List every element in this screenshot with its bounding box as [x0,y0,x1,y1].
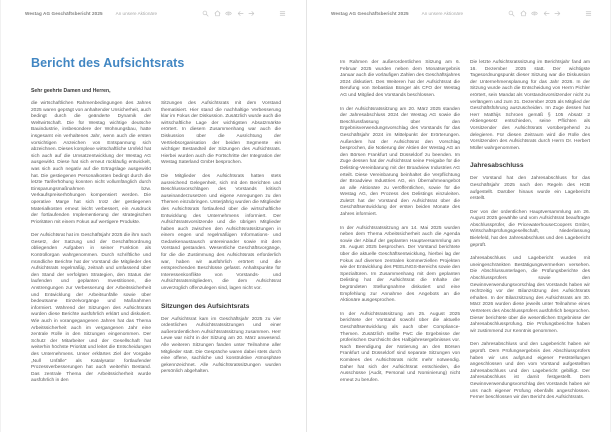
arrow-right-icon[interactable] [248,10,255,17]
paragraph: Jahresabschluss und Lagebericht wurden mit uneingeschränkten Bestätigungsvermerken versehen. Die Abschlussunterlagen, die Prüfungsberichte des Abschlussprüfers sowie den Gewinnverwendungsvorschlag des Vorstands haben wir rechtzeitig vor der Bilanzsitzung des Aufsichtsrats erhalten. In der Bilanzsitzung des Aufsichtsrats am 30. März 2026 wurden diese jeweils unter Teilnahme eines Vertreters des Abschlussprüfers ausführlich besprochen. Dieser berichtete über die wesentlichen Ergebnisse der Jahresabschlussprüfung. Die Prüfungsberichte haben wir zustimmend zur Kenntnis genommen. [470,256,590,334]
page-header [331,8,592,18]
arrow-right-icon[interactable] [554,10,561,17]
left-page-column-1 [31,88,151,392]
salutation: Sehr geehrte Damen und Herren, [31,88,111,94]
page-title: Bericht des Aufsichtsrats [31,56,185,70]
paragraph: Die Mitglieder des Aufsichtsrats hatten stets ausreichend Gelegenheit, sich mit den Berichten und Beschlussvorschlägen des Vorstands kritisch auseinanderzusetzen und eigene Anregungen zu den Themen einzubringen. Unterjährig wurden die Mitglieder des Aufsichtsrats fortlaufend über die wirtschaftliche Entwicklung des Unternehmens informiert. Der Aufsichtsratsvorsitzende und die übrigen Mitglieder haben auch zwischen den Aufsichtsratssitzungen in einem engen und regelmäßigen Informations- und Gedankenaustausch untereinander sowie mit dem Vorstand gestanden. Wesentliche Geschäftsvorgänge, für die die Zustimmung des Aufsichtsrats erforderlich war, haben wir ausführlich erörtert und die entsprechenden Beschlüsse gefasst. Anhaltspunkte für Interessenkonflikte von Vorstands- und Aufsichtsratsmitgliedern, die dem Aufsichtsrat unverzüglich offenzulegen sind, lagen nicht vor. [161,173,281,292]
paragraph: Der Aufsichtsrat hat im Geschäftsjahr 2025 die ihm nach Gesetz, der Satzung und der Geschäftsordnung obliegenden Aufgaben in seiner Funktion als Kontrollorgan wahrgenommen. Durch schriftliche und mündliche Berichte hat der Vorstand die Mitglieder des Aufsichtsrats regelmäßig, zeitnah und umfassend über den Stand der verfolgten Strategien, den Status der laufenden und geplanten Investitionen, die Anstrengungen zur Verbesserung der Arbeitssicherheit und Entwicklung der Arbeitsunfälle sowie über bedeutsame Einzelvorgänge und Maßnahmen informiert. Während der Sitzungen des Aufsichtsrats wurden diese Berichte ausführlich erklärt und diskutiert. Wie auch in vorangegangenen Jahren hat das Thema Arbeitssicherheit auch im vergangenen Jahr eine zentrale Rolle in den Sitzungen eingenommen. Der Schutz der Mitarbeiter und der Gesellschaft hat weiterhin höchste Priorität und leitet die Entscheidungen des Unternehmens. Unser erklärtes Ziel der Vorgabe „Null Unfälle“ als Katalysator fortlaufender Prozessverbesserungen hat auch weiterhin Bestand. Das zentrale Thema der Arbeitssicherheit wurde ausführlich in den [31,233,151,384]
right-page-column-1 [340,60,460,409]
home-icon[interactable] [520,10,527,17]
report-title: Westag AG Geschäftsbericht 2025 [25,10,103,16]
arrow-left-icon[interactable] [543,10,550,17]
eye-icon[interactable] [531,10,538,17]
arrow-left-icon[interactable] [237,10,244,17]
paragraph: Der Aufsichtsrat kam im Geschäftsjahr 2025 zu vier ordentlichen Aufsichtsratssitzungen und einer außerordentlichen Aufsichtsratssitzung zusammen. Herr Lewe war nicht in der Sitzung am 20. März anwesend. Alle weiteren Sitzungen fanden unter Teilnahme aller Mitglieder statt. Die Gespräche waren dabei stets durch eine offene, sachliche und konstruktive Atmosphäre gekennzeichnet. Alle Aufsichtsratssitzungen wurden persönlich abgehalten. [161,316,281,375]
page-right [307,0,611,432]
paragraph: die wirtschaftlichen Rahmenbedingungen des Jahres 2025 waren geprägt von anhaltender Unsicherheit, auch bedingt durch die geänderte Dynamik der Weltwirtschaft. Die für Westag wichtige deutsche Bauindustrie, insbesondere der Wohnungsbau, hatte insgesamt ein verhaltenes Jahr, wenn auch die ersten vorsichtigen Anzeichen von Entspannung sich abzeichnen. Dieses komplexe wirtschaftliche Umfeld hat sich auch auf die Umsatzentwicklung der Westag AG ausgewirkt. Diese hat sich erneut rückläufig entwickelt, was sich auch negativ auf die Ertragslage ausgewirkt hat. Die gestiegenen Personalkosten bedingt durch die letzte Tariferhöhung konnten nicht vollumfänglich durch Einsparungsmaßnahmen bzw. Verkaufspreiserhöhungen kompensiert werden. Die operative Marge hat sich trotz der gestiegenen Materialkosten erneut leicht verbessert, ein Ausdruck der fortlaufenden Implementierung der strategischen Prioritäten mit einem Fokus auf wertigere Produkte. [31,101,151,225]
right-page-column-2 [470,60,590,409]
left-page-column-2 [161,88,281,392]
search-icon[interactable] [508,10,515,17]
left-page-columns [31,88,281,392]
section-breadcrumb: An unsere Aktionäre [421,10,464,16]
section-heading-sitzungen: Sitzungen des Aufsichtsrats [161,302,250,310]
report-title: Westag AG Geschäftsbericht 2025 [331,10,409,16]
section-breadcrumb: An unsere Aktionäre [115,10,158,16]
page-header [25,8,286,18]
section-heading-jahresabschluss: Jahresabschluss [470,162,524,170]
eye-icon[interactable] [225,10,232,17]
paragraph: Im Rahmen der außerordentlichen Sitzung am 6. Februar 2025 wurden neben dem Monatsergebnis Januar auch die vorläufigen Zahlen des Geschäftsjahres 2024 diskutiert. Des Weiteren hat der Aufsichtsrat die Berufung von Sebastian Bünger als CFO der Westag AG und Mitglied des Vorstands beschlossen. [340,60,460,98]
paragraph: Den Jahresabschluss und den Lagebericht haben wir geprüft. Dem Prüfungsergebnis des Abschlussprüfers haben wir uns aufgrund eigener Feststellungen angeschlossen und den vom Vorstand aufgestellten Jahresabschluss und den Lagebericht gebilligt. Der Jahresabschluss ist damit festgestellt. Dem Gewinnverwendungsvorschlag des Vorstands haben wir uns nach eigener Prüfung ebenfalls angeschlossen. Ferner beschlossen wir den Bericht des Aufsichtsrats. [470,342,590,401]
page-left [1,0,306,432]
right-page-columns [340,60,590,409]
paragraph: Die letzte Aufsichtsratssitzung im Berichtsjahr fand am 16. Dezember 2025 statt. Der wichtigste Tagesordnungspunkt dieser Sitzung war die Diskussion der Unternehmensplanung für das Jahr 2026. In der Sitzung wurde auch die Entscheidung von Herrn Pichler erörtert, sein Mandat als Vorstandsvorsitzender nicht zu verlängern und zum 31. Dezember 2025 als Mitglied der Geschäftsführung auszuscheiden. Im Zuge dessen hat Herr Matthijs Schroen gemäß § 105 Absatz 2 Aktiengesetz entschieden, seine Pflichten als Vorsitzender des Aufsichtsrats vorübergehend zu delegieren. Für diesen Zeitraum wird die Rolle des Vorsitzenden des Aufsichtsrats durch Herrn Dr. Herbert Müller wahrgenommen. [470,60,590,151]
home-icon[interactable] [214,10,221,17]
menu-icon[interactable] [585,10,592,17]
menu-icon[interactable] [279,10,286,17]
paragraph: In der Aufsichtsratssitzung am 25. August 2025 berichtete der Vorstand sowohl über die aktuelle Geschäftsentwicklung als auch über Compliance-Themen. Zusätzlich stellte PwC die Ergebnisse der prüferischen Durchsicht des Halbjahresergebnisses vor. Nach Beendigung der Notierung an den Börsen Frankfurt und Düsseldorf sind separate Sitzungen von Komitees des Aufsichtsrats nicht mehr notwendig. Daher hat sich der Aufsichtsrat entschieden, die Ausschüsse (Audit, Personal und Nominierung) nicht erneut zu berufen. [340,311,460,383]
paragraph: In der Aufsichtsratssitzung am 14. Mai 2025 wurden neben dem Thema Arbeitssicherheit auch die Agenda sowie der Ablauf der geplanten Hauptversammlung am 26. August 2025 besprochen. Der Vorstand berichtete über die aktuelle Geschäftsentwicklung, hierbei lag der Fokus auf diversen zentralen kommerziellen Projekten wie der Entwicklung des PEELINGS-Bereichs sowie den Spezialtüren. Im Zusammenhang mit dem geplanten Delisting hat der Aufsichtsrat die Inhalte der begründeten Stellungnahme diskutiert und eine Empfehlung zur Annahme des Angebots an die Aktionäre ausgesprochen. [340,225,460,304]
paragraph: Der Vorstand hat den Jahresabschluss für das Geschäftsjahr 2025 nach den Regeln des HGB aufgestellt. Darüber hinaus wurde ein Lagebericht erstellt. [470,176,590,202]
paragraph: In der Aufsichtsratssitzung am 20. März 2025 standen der Jahresabschluss 2024 der Westag AG sowie die Beschlussfassung über den Ergebnisverwendungsvorschlag des Vorstands für das Geschäftsjahr 2024 im Mittelpunkt der Erörterungen. Außerdem hat der Aufsichtsrat den Vorschlag besprochen, die Notierung der Aktien der Westag AG an den Börsen Frankfurt und Düsseldorf zu beenden. Im Zuge dessen hat der Aufsichtsrat seine Freigabe für die Delisting-Vereinbarung mit der Broadview Industries AG erteilt. Diese Vereinbarung beinhaltet die Verpflichtung der Broadview Industries AG, ein Übernahmeangebot an alle Aktionäre zu veröffentlichen, sowie für die Westag AG, den Prozess des Delistings einzuleiten. Zuletzt hat der Vorstand den Aufsichtsrat über die Geschäftsentwicklung der ersten beiden Monate des Jahres informiert. [340,106,460,218]
paragraph: Sitzungen des Aufsichtsrats mit dem Vorstand thematisiert. Hier stand die nachhaltige Verbesserung klar im Fokus der Diskussion. Zusätzlich wurde auch die wirtschaftliche Lage der wichtigsten Absatzmärkte erörtert. In diesem Zusammenhang war auch die Diskussion über die Ausrichtung der Vertriebsorganisation der beiden Segmente ein wichtiger Bestandteil der Sitzungen des Aufsichtsrats. Hierbei wurden auch die Fortschritte der Integration der Westag Saterland GmbH besprochen. [161,101,281,166]
paragraph: Der von der ordentlichen Hauptversammlung am 26. August 2025 gewählte und vom Aufsichtsrat beauftragte Abschlussprüfer, die PricewaterhouseCoopers GmbH, Wirtschaftsprüfungsgesellschaft, Niederlassung Bielefeld, hat den Jahresabschluss und den Lagebericht geprüft. [470,209,590,248]
search-icon[interactable] [202,10,209,17]
